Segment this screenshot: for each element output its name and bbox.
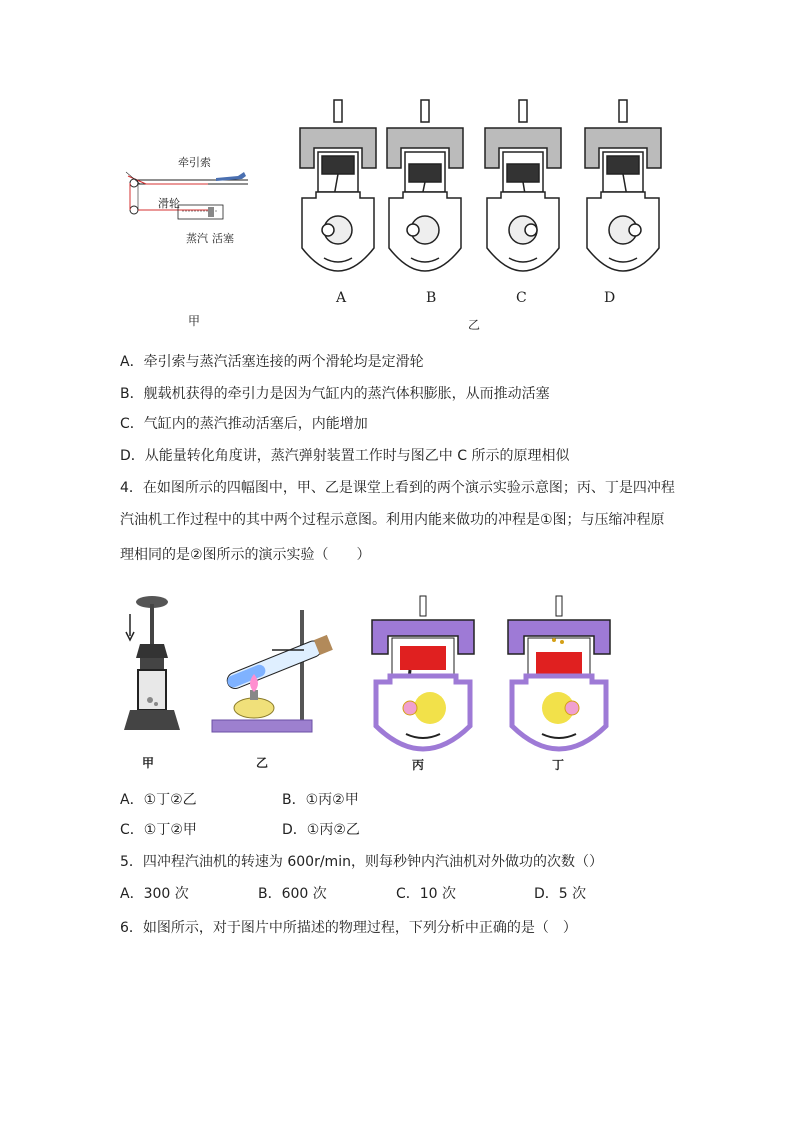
q4-figure-ding-caption: 丁: [552, 758, 565, 772]
compression-pump-illustration: [118, 592, 188, 742]
engine-label-a: A: [336, 290, 347, 306]
engine-diagram-d: [583, 98, 663, 280]
engine-diagram-c: [483, 98, 563, 280]
engine-label-d: D: [604, 290, 616, 306]
q6-stem: 6．如图所示，对于图片中所描述的物理过程，下列分析中正确的是（ ）: [120, 920, 577, 936]
engine-label-b: B: [426, 290, 437, 306]
q4-option-b: B．①丙②甲: [282, 792, 359, 808]
rope-label: 牵引索: [178, 156, 211, 169]
q3-option-b: B．舰载机获得的牵引力是因为气缸内的蒸汽体积膨胀，从而推动活塞: [120, 386, 550, 402]
figure-yi-caption: 乙: [468, 318, 481, 332]
q5-option-c: C．10 次: [396, 886, 457, 902]
q3-option-d: D．从能量转化角度讲，蒸汽弹射装置工作时与图乙中 C 所示的原理相似: [120, 448, 570, 464]
q3-option-a: A．牵引索与蒸汽活塞连接的两个滑轮均是定滑轮: [120, 354, 424, 370]
q5-stem: 5．四冲程汽油机的转速为 600r/min，则每秒钟内汽油机对外做功的次数（）: [120, 854, 603, 870]
q5-option-a: A．300 次: [120, 886, 189, 902]
figure-jia-caption: 甲: [188, 314, 201, 328]
q4-option-d: D．①丙②乙: [282, 822, 360, 838]
q4-option-c: C．①丁②甲: [120, 822, 197, 838]
engine-label-c: C: [516, 290, 527, 306]
engine-bing-illustration: [370, 596, 476, 754]
q4-stem-line-3: 理相同的是②图所示的演示实验（ ）: [120, 547, 371, 563]
q4-stem-line-2: 汽油机工作过程中的其中两个过程示意图。利用内能来做功的冲程是①图；与压缩冲程原: [120, 512, 665, 528]
q5-option-d: D．5 次: [534, 886, 587, 902]
engine-diagram-a: [298, 98, 378, 280]
engine-diagram-b: [385, 98, 465, 280]
q4-figure-jia-caption: 甲: [142, 756, 155, 770]
q4-option-a: A．①丁②乙: [120, 792, 197, 808]
q4-figure-bing-caption: 丙: [412, 758, 425, 772]
q5-option-b: B．600 次: [258, 886, 327, 902]
engine-ding-illustration: [506, 596, 612, 754]
q3-option-c: C．气缸内的蒸汽推动活塞后，内能增加: [120, 416, 368, 432]
q4-stem-line-1: 4．在如图所示的四幅图中，甲、乙是课堂上看到的两个演示实验示意图；丙、丁是四冲程: [120, 480, 675, 496]
steam-label: 蒸汽: [186, 232, 208, 245]
q4-figure-yi-caption: 乙: [256, 756, 269, 770]
piston-label: 活塞: [212, 232, 234, 245]
test-tube-heating-illustration: [212, 610, 342, 740]
pulley-label: 滑轮: [158, 197, 180, 210]
